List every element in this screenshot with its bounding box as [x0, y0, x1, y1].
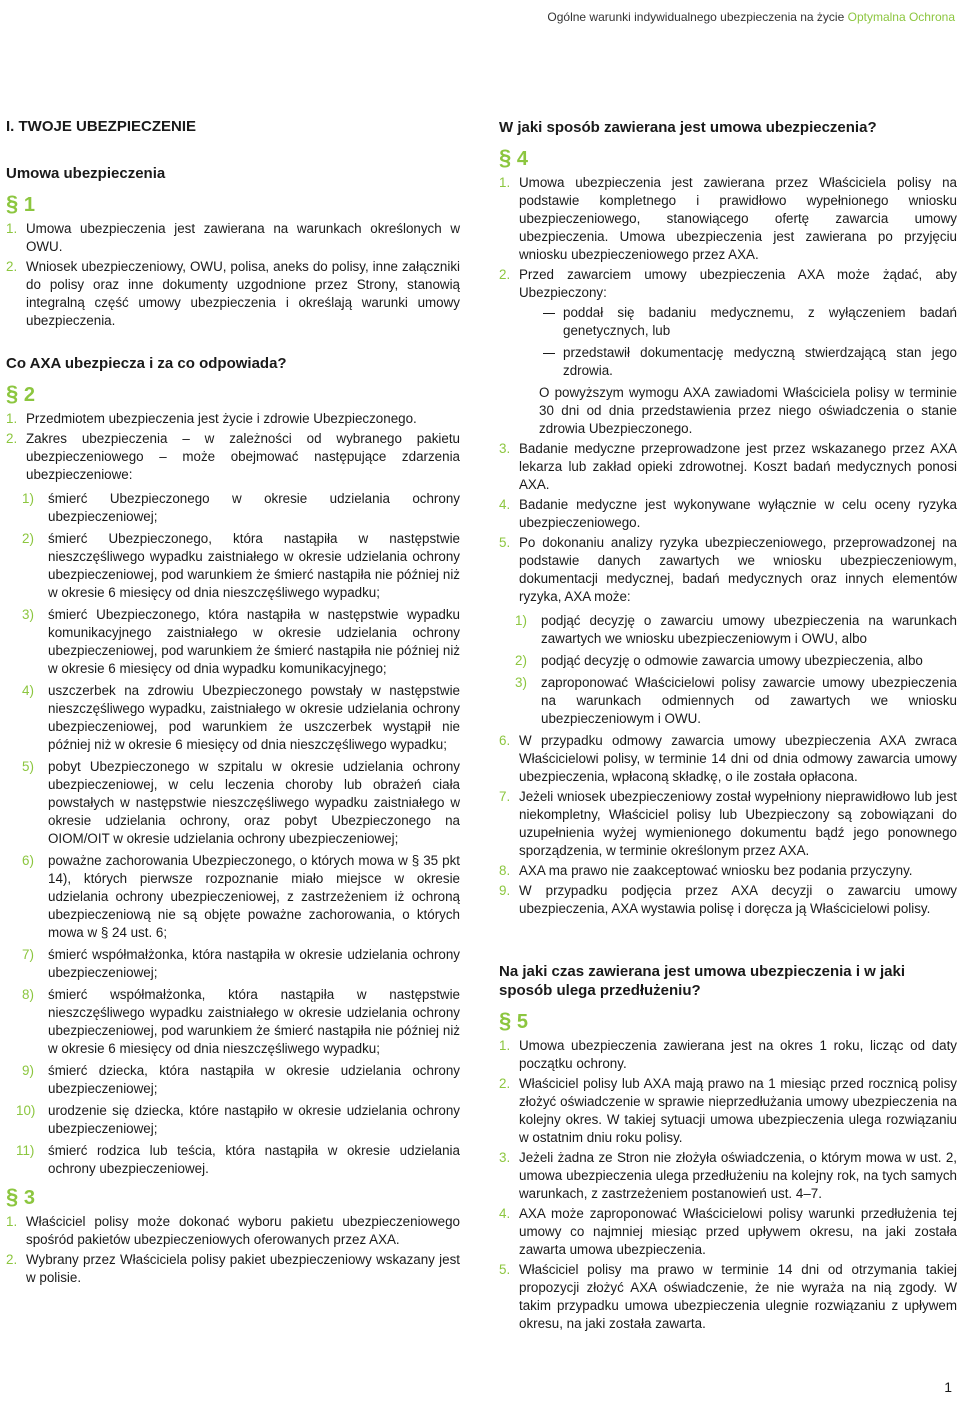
right-column [499, 108, 957, 1335]
item-text: Badanie medyczne przeprowadzone jest przez wskazanego przez AXA lekarza lub zakład opieki zdrowotnej. Koszt badań medycznych ponosi AXA. [519, 441, 957, 492]
list-item [6, 758, 460, 848]
item-number: 3. [499, 1150, 511, 1165]
item-number: 2. [6, 1252, 18, 1267]
item-text: Umowa ubezpieczenia jest zawierana na warunkach określonych w OWU. [26, 221, 460, 254]
section-number: 5 [516, 1011, 528, 1033]
list-item [6, 530, 460, 602]
section-4-item [499, 496, 957, 532]
decision-list [499, 612, 957, 728]
item-number: 7. [499, 789, 511, 804]
list-number: 3) [22, 607, 34, 622]
list-item [6, 490, 460, 526]
header-product-name: Optymalna Ochrona [847, 10, 955, 24]
list-number: 10) [16, 1103, 36, 1118]
section-5-item [499, 1261, 957, 1333]
section-5-item [499, 1149, 957, 1203]
chapter-title: I. TWOJE UBEZPIECZENIE [6, 118, 197, 135]
item-text: Badanie medyczne jest wykonywane wyłącznie w celu oceny ryzyka ubezpieczeniowego. [519, 497, 957, 530]
section-4-item [499, 862, 957, 880]
dash-item: poddał się badaniu medycznemu, z wyłączeniem badań genetycznych, lub [499, 304, 957, 340]
list-item [6, 682, 460, 754]
list-number: 1) [515, 613, 527, 628]
list-text: podjąć decyzję o odmowie zawarcia umowy ubezpieczenia, albo [541, 653, 923, 668]
section-4-item [499, 732, 957, 786]
item-text: W przypadku podjęcia przez AXA decyzji o zawarciu umowy ubezpieczenia, AXA wystawia polisę i doręcza ją Właścicielowi polisy. [519, 883, 957, 916]
item-number: 2. [499, 1076, 511, 1091]
item-text: Zakres ubezpieczenia – w zależności od wybranego pakietu ubezpieczeniowego – może obejmować następujące zdarzenia ubezpieczeniowe: [26, 431, 460, 482]
page-number: 1 [944, 1379, 952, 1395]
list-text: urodzenie się dziecka, które nastąpiło w okresie udzielania ochrony ubezpieczeniowej; [48, 1103, 460, 1136]
section-5-marker [499, 1010, 957, 1033]
section-4-item [499, 266, 957, 302]
section-1-item [6, 220, 460, 256]
item-text: Właściciel polisy może dokonać wyboru pakietu ubezpieczeniowego spośród pakietów ubezpieczeniowych oferowanych przez AXA. [26, 1214, 460, 1247]
list-text: śmierć Ubezpieczonego w okresie udzielania ochrony ubezpieczeniowej; [48, 491, 460, 524]
item-number: 2. [6, 431, 18, 446]
item-number: 4. [499, 1206, 511, 1221]
item-number: 4. [499, 497, 511, 512]
list-number: 3) [515, 675, 527, 690]
item-text: AXA może zaproponować Właścicielowi polisy warunki przedłużenia tej umowy co najmniej miesiąc przed upływem okresu, na jaki została zawarta umowa ubezpieczenia. [519, 1206, 957, 1257]
heading-co-axa: Co AXA ubezpiecza i za co odpowiada? [6, 355, 287, 372]
list-item [6, 986, 460, 1058]
item-text: AXA ma prawo nie zaakceptować wniosku bez podania przyczyny. [519, 863, 913, 878]
section-number: 2 [23, 384, 35, 406]
list-number: 2) [22, 531, 34, 546]
list-text: śmierć rodzica lub teścia, która nastąpiła w okresie udzielania ochrony ubezpieczeniowej. [48, 1143, 460, 1176]
section-number: 3 [23, 1187, 35, 1209]
section-2-item [6, 410, 460, 428]
list-number: 2) [515, 653, 527, 668]
list-number: 6) [22, 853, 34, 868]
list-text: śmierć Ubezpieczonego, która nastąpiła w następstwie nieszczęśliwego wypadku zaistniałego w okresie udzielania ochrony ubezpieczeniowej, pod warunkiem że śmierć nastąpiła nie później niż w okresie 6 miesięcy od dnia nieszczęśliwego wypadku; [48, 531, 460, 600]
section-3-item [6, 1213, 460, 1249]
list-number: 4) [22, 683, 34, 698]
heading-sposob: W jaki sposób zawierana jest umowa ubezpieczenia? [499, 119, 877, 136]
list-number: 7) [22, 947, 34, 962]
section-2-marker [6, 383, 460, 406]
list-text: pobyt Ubezpieczonego w szpitalu w okresie udzielania ochrony ubezpieczeniowej, w celu leczenia choroby lub obrażeń ciała powstałych w następstwie nieszczęśliwego wypadku zaistniałego w okresie udzielania ochrony, oraz pobyt Ubezpieczonego na OIOM/OIT w okresie udzielania ochrony ubezpieczeniowej; [48, 759, 460, 846]
section-4-item [499, 788, 957, 860]
list-item [499, 674, 957, 728]
item-text: Po dokonaniu analizy ryzyka ubezpieczeniowego, przeprowadzonej na podstawie danych zawartych we wniosku ubezpieczeniowym, dokumentacji medycznej, badań medycznych oraz innych elementów ryzyka, AXA może: [519, 535, 957, 604]
item-number: 1. [6, 411, 18, 426]
list-number: 9) [22, 1063, 34, 1078]
heading-umowa: Umowa ubezpieczenia [6, 165, 166, 182]
heading-czas: Na jaki czas zawierana jest umowa ubezpieczenia i w jaki sposób ulega przedłużeniu? [499, 963, 906, 999]
item-number: 9. [499, 883, 511, 898]
list-text: poważne zachorowania Ubezpieczonego, o których mowa w § 35 pkt 14), których pierwsze rozpoznanie miało miejsce w okresie udzielania ochrony ubezpieczeniowej, z zastrzeżeniem iż ochroną ubezpieczeniową nie są objęte poważne zachorowania, o których mowa w § 24 ust. 6; [48, 853, 460, 940]
list-text: uszczerbek na zdrowiu Ubezpieczonego powstały w następstwie nieszczęśliwego wypadku, zaistniałego w okresie udzielania ochrony ubezpieczeniowej, pod warunkiem że uszczerbek wystąpił nie później niż w okresie 6 miesięcy od dnia nieszczęśliwego wypadku; [48, 683, 460, 752]
list-text: śmierć współmałżonka, która nastąpiła w następstwie nieszczęśliwego wypadku zaistniałego w okresie udzielania ochrony ubezpieczeniowej, pod warunkiem że śmierć nastąpiła nie później niż w okresie 6 miesięcy od dnia nieszczęśliwego wypadku; [48, 987, 460, 1056]
section-4-item [499, 174, 957, 264]
item-text: Wniosek ubezpieczeniowy, OWU, polisa, aneks do polisy, inne załączniki do polisy oraz inne dokumenty uzgodnione przez Strony, stanowią integralną część umowy ubezpieczenia i określają warunki umowy ubezpieczenia. [26, 259, 460, 328]
item-text: Jeżeli żadna ze Stron nie złożyła oświadczenia, o którym mowa w ust. 2, umowa ubezpieczenia ulega przedłużeniu na kolejny rok, na tych samych warunkach, z zastrzeżeniem postanowień ust. 4–7. [519, 1150, 957, 1201]
item-text: W przypadku odmowy zawarcia umowy ubezpieczenia AXA zwraca Właścicielowi polisy, w terminie 14 dni od dnia odmowy zawarcia umowy ubezpieczenia, wpłaconą składkę, o ile została opłacona. [519, 733, 957, 784]
paragraph-symbol: § [499, 1008, 512, 1033]
item-text: Jeżeli wniosek ubezpieczeniowy został wypełniony nieprawidłowo lub jest niekompletny, Właściciel polisy lub Ubezpieczony są zobowiązani do uzupełnienia wyżej wymienionego dokumentu bądź jego ponownego sporządzenia, w terminie określonym przez AXA. [519, 789, 957, 858]
section-number: 4 [516, 148, 528, 170]
list-number: 5) [22, 759, 34, 774]
list-item [6, 852, 460, 942]
item-text: Przedmiotem ubezpieczenia jest życie i zdrowie Ubezpieczonego. [26, 411, 417, 426]
section-4-item [499, 534, 957, 606]
section-4-item [499, 882, 957, 918]
item-text: Właściciel polisy lub AXA mają prawo na 1 miesiąc przed rocznicą polisy złożyć oświadczenie w sprawie nieprzedłużania umowy ubezpieczenia na kolejny okres. W takiej sytuacji umowa ubezpieczenia ulega rozwiązaniu w ostatnim dniu roku polisy. [519, 1076, 957, 1145]
section-4-note: O powyższym wymogu AXA zawiadomi Właściciela polisy w terminie 30 dni od dnia przedstawienia przez niego oświadczenia o stanie zdrowia Ubezpieczonego. [539, 385, 957, 436]
section-4-marker [499, 147, 957, 170]
item-text: Wybrany przez Właściciela polisy pakiet ubezpieczeniowy wskazany jest w polisie. [26, 1252, 460, 1285]
left-column [6, 108, 460, 1289]
item-number: 2. [6, 259, 18, 274]
item-number: 5. [499, 535, 511, 550]
paragraph-symbol: § [6, 1184, 19, 1209]
item-number: 1. [499, 1038, 511, 1053]
section-1-item [6, 258, 460, 330]
item-number: 1. [499, 175, 511, 190]
running-header [547, 8, 955, 26]
item-number: 6. [499, 733, 511, 748]
section-1-marker [6, 193, 460, 216]
list-item [6, 606, 460, 678]
paragraph-symbol: § [6, 191, 19, 216]
list-item [6, 1142, 460, 1178]
list-item [6, 1102, 460, 1138]
item-number: 8. [499, 863, 511, 878]
dash-item: przedstawił dokumentację medyczną stwierdzającą stan jego zdrowia. [499, 344, 957, 380]
item-text: Umowa ubezpieczenia zawierana jest na okres 1 roku, licząc od daty początku ochrony. [519, 1038, 957, 1071]
header-title: Ogólne warunki indywidualnego ubezpieczenia na życie [547, 10, 845, 24]
section-3-marker [6, 1186, 460, 1209]
section-3-item [6, 1251, 460, 1287]
list-number: 8) [22, 987, 34, 1002]
section-5-item [499, 1037, 957, 1073]
list-text: śmierć współmałżonka, która nastąpiła w okresie udzielania ochrony ubezpieczeniowej; [48, 947, 460, 980]
list-number: 1) [22, 491, 34, 506]
paragraph-symbol: § [499, 145, 512, 170]
list-text: zaproponować Właścicielowi polisy zawarcie umowy ubezpieczenia na warunkach odmiennych od zawartych we wniosku ubezpieczeniowym i OWU. [541, 675, 957, 726]
section-number: 1 [23, 194, 35, 216]
list-item [6, 946, 460, 982]
list-item [499, 652, 957, 670]
section-2-item [6, 430, 460, 484]
coverage-list [6, 490, 460, 1178]
item-number: 1. [6, 1214, 18, 1229]
list-text: śmierć dziecka, która nastąpiła w okresie udzielania ochrony ubezpieczeniowej; [48, 1063, 460, 1096]
section-5-item [499, 1205, 957, 1259]
list-text: podjąć decyzję o zawarciu umowy ubezpieczenia na warunkach zawartych we wniosku ubezpieczeniowym i OWU, albo [541, 613, 957, 646]
item-text: Umowa ubezpieczenia jest zawierana przez Właściciela polisy na podstawie kompletnego i prawidłowo wypełnionego wniosku ubezpieczeniowego, stanowiącego ofertę zawarcia umowy ubezpieczenia. Umowa ubezpieczenia jest zawierana po przyjęciu wniosku ubezpieczeniowego przez AXA. [519, 175, 957, 262]
item-text: Właściciel polisy ma prawo w terminie 14 dni od otrzymania takiej propozycji złożyć AXA oświadczenie, że nie wyraża na nią zgody. W takim przypadku umowa ubezpieczenia ulegnie rozwiązaniu z upływem okresu, na jaki została zawarta. [519, 1262, 957, 1331]
list-item [499, 612, 957, 648]
list-item [6, 1062, 460, 1098]
section-5-item [499, 1075, 957, 1147]
item-number: 2. [499, 267, 511, 282]
list-number: 11) [16, 1143, 35, 1158]
item-number: 1. [6, 221, 18, 236]
item-number: 3. [499, 441, 511, 456]
list-text: śmierć Ubezpieczonego, która nastąpiła w następstwie wypadku komunikacyjnego zaistniałego w okresie udzielania ochrony ubezpieczeniowej, pod warunkiem że śmierć nastąpiła nie później niż w okresie 6 miesięcy od dnia wypadku komunikacyjnego; [48, 607, 460, 676]
section-4-item [499, 440, 957, 494]
paragraph-symbol: § [6, 381, 19, 406]
item-text: Przed zawarciem umowy ubezpieczenia AXA może żądać, aby Ubezpieczony: [519, 267, 957, 300]
item-number: 5. [499, 1262, 511, 1277]
